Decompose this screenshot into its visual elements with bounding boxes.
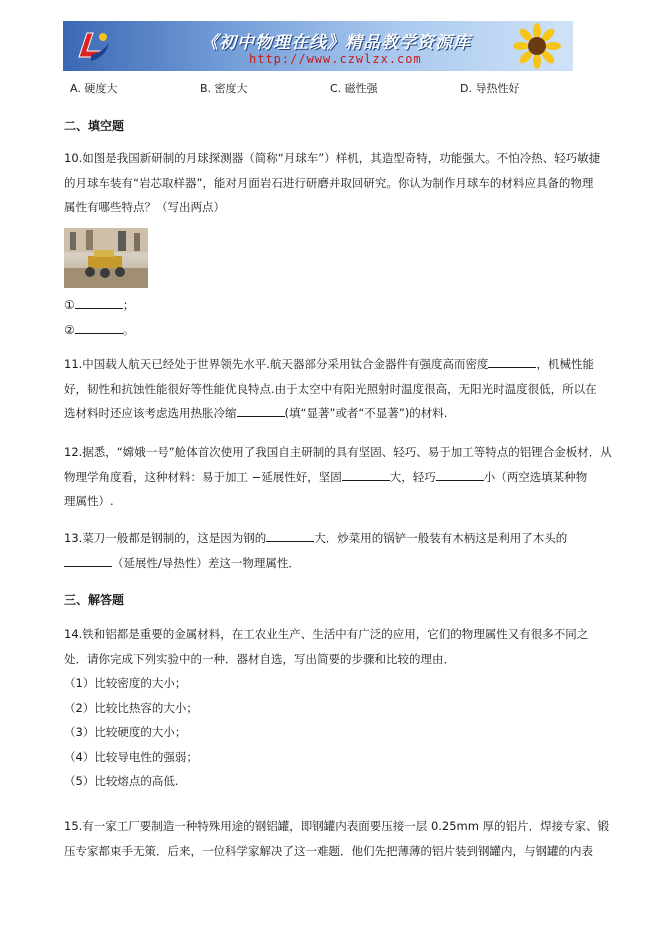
question-12 (64, 440, 612, 514)
answer-blank[interactable] (436, 468, 484, 481)
text-run: (填“显著”或者“不显著”)的材料. (284, 406, 448, 420)
q10-answer-1-end: ； (122, 298, 135, 312)
question-11-line (64, 352, 604, 377)
text-run: 大，轻巧 (389, 469, 436, 484)
question-11-line (64, 401, 604, 426)
question-13-line (64, 551, 604, 576)
question-10-line: 10.如图是我国新研制的月球探测器（简称“月球车”）样机，其造型奇特，功能强大。不怕冷热、轻巧敏捷 (64, 151, 601, 165)
question-14-line: 14.铁和铝都是重要的金属材料，在工农业生产、生活中有广泛的应用，它们的物理属性又有很多不同之 (64, 627, 589, 641)
option-b: B. 密度大 (200, 82, 248, 95)
question-15 (64, 814, 610, 863)
answer-blank[interactable] (75, 296, 123, 309)
text-run: 物理学角度看，这种材料：易于加工 −延展性好，坚固 (64, 469, 342, 484)
answer-blank[interactable] (488, 355, 536, 368)
question-10 (64, 146, 604, 220)
text-run: ，机械性能 (536, 357, 594, 371)
text-run: 小（两空选填某种物 (483, 469, 588, 484)
choice-options (70, 80, 600, 96)
question-14 (64, 622, 604, 794)
text-run: 选材料时还应该考虑选用热胀冷缩 (64, 406, 237, 420)
site-url: http://www.czwlzx.com (249, 52, 422, 66)
question-14-item: （3）比较硬度的大小； (64, 725, 187, 739)
question-14-item: （2）比较比热容的大小； (64, 700, 198, 715)
sunflower-icon (511, 23, 563, 69)
answer-blank[interactable] (342, 468, 390, 481)
question-14-item: （4）比较导电性的强弱； (64, 749, 198, 764)
option-c: C. 磁性强 (330, 82, 378, 95)
text-run: 13.菜刀一般都是钢制的，这是因为钢的 (64, 531, 267, 545)
site-banner (63, 21, 573, 71)
option-a: A. 硬度大 (70, 82, 118, 95)
section-heading-fill: 二、填空题 (64, 119, 125, 133)
question-14-item: （5）比较熔点的高低. (64, 774, 179, 788)
question-13 (64, 526, 604, 575)
q10-answer-1-label: ① (64, 298, 75, 312)
answer-blank[interactable] (266, 529, 314, 542)
question-12-line: 理属性）. (64, 494, 114, 508)
q10-answer-2-label: ② (64, 323, 75, 337)
question-14-line: 处．请你完成下列实验中的一种．器材自选，写出简要的步骤和比较的理由． (64, 651, 455, 666)
answer-blank[interactable] (75, 321, 123, 334)
lunar-rover-photo (64, 228, 148, 288)
text-run: 11.中国载人航天已经处于世界领先水平.航天器部分采用钛合金器件有强度高而密度 (64, 357, 489, 371)
question-12-line: 12.据悉，“嫦娥一号”舱体首次使用了我国自主研制的具有坚固、轻巧、易于加工等特点的铝锂合金板材．从 (64, 445, 612, 459)
question-13-line (64, 526, 604, 551)
question-15-line: 压专家都束手无策．后来，一位科学家解决了这一难题．他们先把薄薄的铝片装到钢罐内，与钢罐的内表 (64, 843, 593, 858)
czwlzx-logo-icon (73, 27, 113, 65)
question-15-line: 15.有一家工厂要制造一种特殊用途的钢铝罐，即钢罐内表面要压接一层 0.25mm 厚的铝片．焊接专家、锻 (64, 819, 610, 833)
question-12-line (64, 465, 604, 490)
answer-blank[interactable] (64, 554, 112, 567)
site-title: 《初中物理在线》精品教学资源库 (201, 33, 471, 53)
q10-answer-1 (64, 296, 135, 313)
option-d: D. 导热性好 (460, 82, 520, 95)
text-run: （延展性/导热性）差这一物理属性． (112, 555, 300, 570)
question-10-line: 属性有哪些特点？（写出两点） (64, 200, 225, 214)
question-11 (64, 352, 604, 426)
lunar-rover-illustration (64, 228, 148, 288)
answer-blank[interactable] (237, 404, 285, 417)
text-run: 大．炒菜用的锅铲一般装有木柄这是利用了木头的 (314, 531, 568, 545)
q10-answer-2-end: 。 (122, 323, 135, 337)
question-14-item: （1）比较密度的大小； (64, 676, 187, 690)
question-10-line: 的月球车装有“岩芯取样器”，能对月面岩石进行研磨并取回研究。你认为制作月球车的材料应具备的物理 (64, 175, 594, 190)
q10-answer-2 (64, 321, 135, 338)
question-11-line: 好，韧性和抗蚀性能很好等性能优良特点.由于太空中有阳光照射时温度很高，无阳光时温度很低，所以在 (64, 381, 597, 396)
section-heading-answer: 三、解答题 (64, 593, 125, 607)
